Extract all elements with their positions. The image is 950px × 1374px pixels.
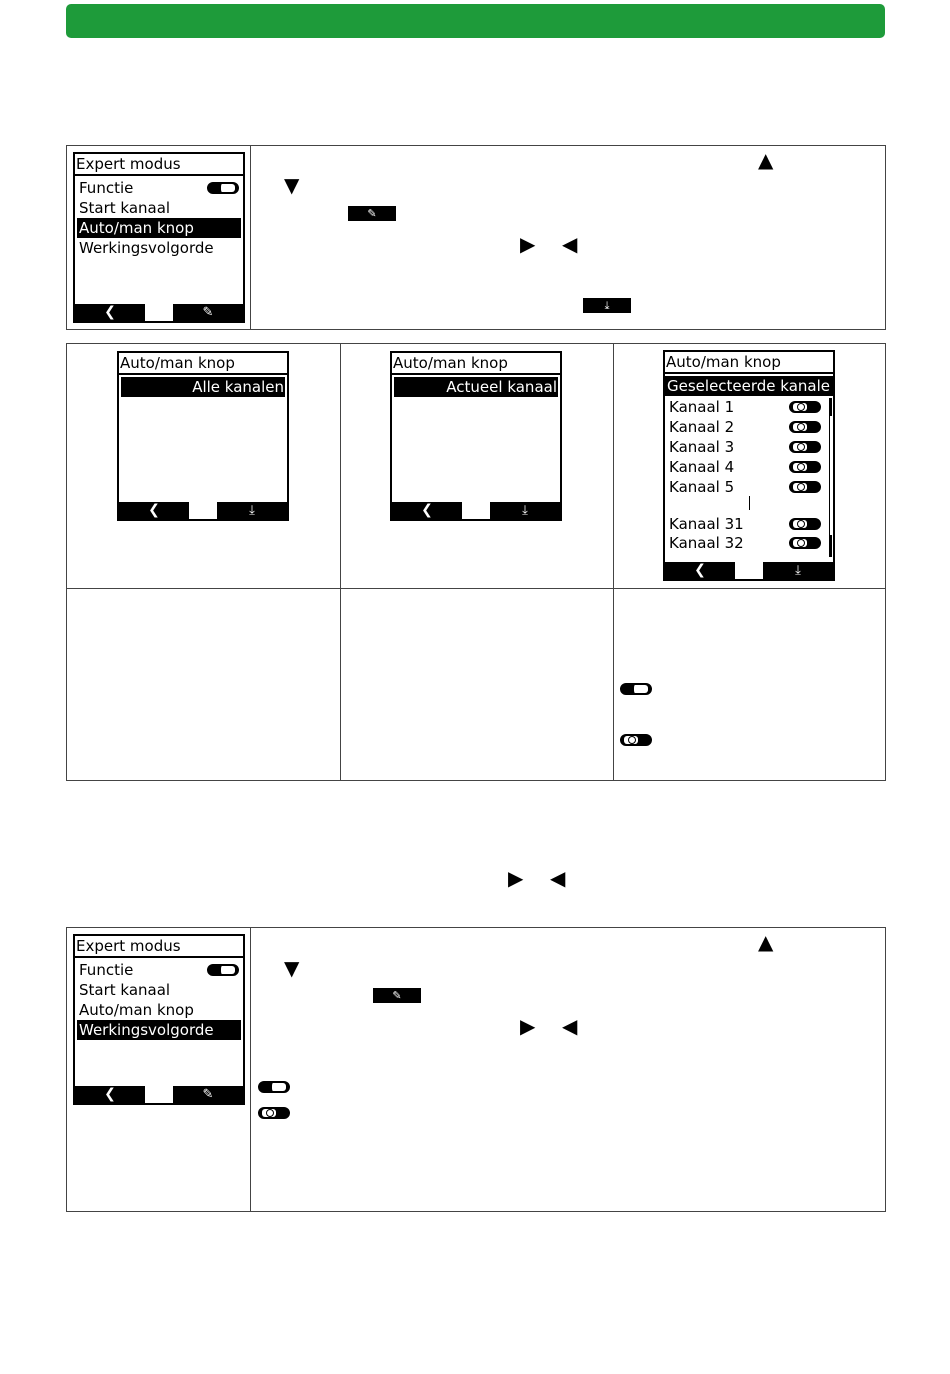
toggle-on-icon bbox=[620, 683, 652, 695]
lcd-all-channels bbox=[117, 351, 289, 521]
menu-item-werkingsvolgorde[interactable]: Werkingsvolgorde bbox=[77, 1020, 241, 1040]
back-button[interactable] bbox=[75, 1086, 145, 1103]
menu-item-werkingsvolgorde[interactable]: Werkingsvolgorde bbox=[79, 239, 214, 257]
lcd-title: Auto/man knop bbox=[392, 353, 560, 375]
header-bar bbox=[66, 4, 885, 38]
pencil-icon: ✎ bbox=[373, 988, 421, 1003]
save-button[interactable] bbox=[763, 562, 833, 579]
option-alle-kanalen[interactable]: Alle kanalen bbox=[121, 377, 285, 397]
chevron-left-icon: ❮ bbox=[421, 502, 433, 518]
channel-row-1[interactable]: Kanaal 1 bbox=[669, 398, 735, 416]
toggle-off-icon[interactable] bbox=[789, 401, 821, 413]
option-actueel-kanaal[interactable]: Actueel kanaal bbox=[394, 377, 558, 397]
option-geselecteerde-kanalen[interactable]: Geselecteerde kanale bbox=[665, 376, 833, 396]
back-button[interactable] bbox=[75, 304, 145, 321]
menu-item-auto-man-knop[interactable]: Auto/man knop bbox=[77, 218, 241, 238]
down-triangle-icon: ▼ bbox=[284, 956, 300, 980]
toggle-off-icon[interactable] bbox=[789, 461, 821, 473]
download-icon: ⤓ bbox=[522, 503, 528, 518]
toggle-off-icon[interactable] bbox=[789, 421, 821, 433]
chevron-left-icon: ❮ bbox=[104, 304, 116, 320]
chevron-left-icon: ❮ bbox=[148, 502, 160, 518]
lcd-expert-menu-1 bbox=[73, 152, 245, 323]
left-triangle-icon: ◀ bbox=[562, 1014, 578, 1038]
pencil-icon: ✎ bbox=[202, 1087, 214, 1102]
scrollbar-thumb[interactable] bbox=[829, 535, 832, 557]
channel-row-5[interactable]: Kanaal 5 bbox=[669, 478, 735, 496]
menu-item-start-kanaal[interactable]: Start kanaal bbox=[79, 199, 171, 217]
right-triangle-icon: ▶ bbox=[508, 866, 524, 890]
download-icon: ⤓ bbox=[795, 563, 801, 578]
menu-item-auto-man-knop[interactable]: Auto/man knop bbox=[79, 1001, 194, 1019]
lcd-title: Auto/man knop bbox=[119, 353, 287, 375]
lcd-title: Expert modus bbox=[75, 936, 243, 958]
toggle-off-icon[interactable] bbox=[789, 518, 821, 530]
channel-row-32[interactable]: Kanaal 32 bbox=[669, 534, 744, 552]
toggle-off-icon[interactable] bbox=[789, 537, 821, 549]
toggle-on-icon bbox=[258, 1081, 290, 1093]
back-button[interactable] bbox=[119, 502, 189, 519]
scrollbar[interactable] bbox=[829, 398, 832, 416]
toggle-off-icon[interactable] bbox=[789, 441, 821, 453]
back-button[interactable] bbox=[665, 562, 735, 579]
toggle-off-icon[interactable] bbox=[789, 481, 821, 493]
save-button[interactable] bbox=[490, 502, 560, 519]
lcd-title: Expert modus bbox=[75, 154, 243, 176]
right-triangle-icon: ▶ bbox=[520, 232, 536, 256]
lcd-current-channel bbox=[390, 351, 562, 521]
ellipsis-marker bbox=[749, 496, 750, 510]
menu-item-start-kanaal[interactable]: Start kanaal bbox=[79, 981, 171, 999]
menu-item-functie[interactable]: Functie bbox=[79, 179, 134, 197]
save-button[interactable] bbox=[217, 502, 287, 519]
channel-row-3[interactable]: Kanaal 3 bbox=[669, 438, 735, 456]
toggle-on-icon bbox=[207, 182, 239, 194]
pencil-icon: ✎ bbox=[202, 305, 214, 320]
edit-button[interactable] bbox=[173, 1086, 243, 1103]
lcd-selected-channels bbox=[663, 350, 835, 581]
pencil-icon: ✎ bbox=[348, 206, 396, 221]
menu-item-functie[interactable]: Functie bbox=[79, 961, 134, 979]
chevron-left-icon: ❮ bbox=[104, 1086, 116, 1102]
lcd-expert-menu-2 bbox=[73, 934, 245, 1105]
channel-row-31[interactable]: Kanaal 31 bbox=[669, 515, 744, 533]
up-triangle-icon: ▲ bbox=[758, 930, 774, 954]
left-triangle-icon: ◀ bbox=[550, 866, 566, 890]
down-triangle-icon: ▼ bbox=[284, 173, 300, 197]
lcd-title: Auto/man knop bbox=[665, 352, 833, 374]
left-triangle-icon: ◀ bbox=[562, 232, 578, 256]
toggle-on-icon bbox=[207, 964, 239, 976]
toggle-off-icon bbox=[620, 734, 652, 746]
back-button[interactable] bbox=[392, 502, 462, 519]
right-triangle-icon: ▶ bbox=[520, 1014, 536, 1038]
channel-row-4[interactable]: Kanaal 4 bbox=[669, 458, 735, 476]
toggle-off-icon bbox=[258, 1107, 290, 1119]
edit-button[interactable] bbox=[173, 304, 243, 321]
channel-row-2[interactable]: Kanaal 2 bbox=[669, 418, 735, 436]
download-icon: ⤓ bbox=[583, 298, 631, 313]
up-triangle-icon: ▲ bbox=[758, 148, 774, 172]
download-icon: ⤓ bbox=[249, 503, 255, 518]
chevron-left-icon: ❮ bbox=[694, 562, 706, 578]
